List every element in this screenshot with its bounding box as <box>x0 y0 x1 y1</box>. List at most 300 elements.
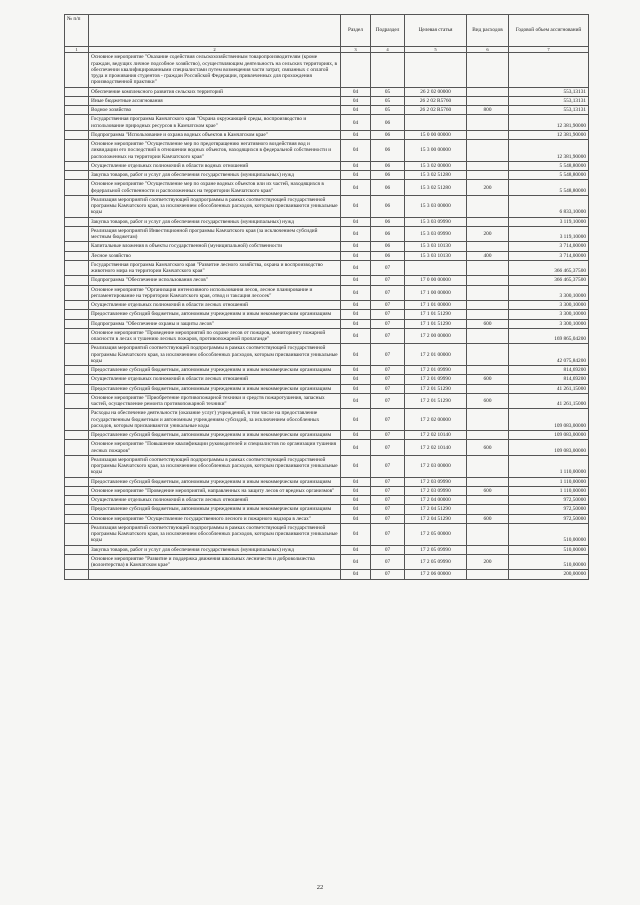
table-row <box>65 180 589 196</box>
target-article-cell: 17 2 05 09990 <box>405 545 467 554</box>
target-article-cell: 15 0 00 00000 <box>405 130 467 139</box>
col-number: 1 <box>65 47 89 53</box>
target-article-cell: 26 2 02 R5760 <box>405 106 467 115</box>
annual-amount-cell: 3 119,10000 <box>509 226 589 242</box>
target-article-cell <box>405 53 467 87</box>
expense-type-cell <box>467 285 509 301</box>
subsection-code-cell: 06 <box>371 242 405 251</box>
row-number-cell <box>65 276 89 285</box>
section-code-cell: 04 <box>341 440 371 456</box>
expense-type-cell <box>467 195 509 217</box>
target-article-cell: 17 2 03 00000 <box>405 455 467 477</box>
section-code-cell: 04 <box>341 496 371 505</box>
subsection-code-cell: 06 <box>371 171 405 180</box>
annual-amount-cell: 3 300,10000 <box>509 310 589 319</box>
row-number-cell <box>65 409 89 431</box>
expense-type-cell <box>467 523 509 545</box>
page-number: 22 <box>316 884 324 891</box>
table-body <box>65 53 589 579</box>
section-code-cell: 04 <box>341 171 371 180</box>
item-name-cell: Основное мероприятие "Развитие и поддержка движения школьных лесничеств и добровольчества (волонтерства) в Камчатском крае" <box>89 554 341 570</box>
expense-type-cell <box>467 366 509 375</box>
expense-type-cell <box>467 328 509 344</box>
subsection-code-cell: 06 <box>371 251 405 260</box>
annual-amount-cell: 169 865,04200 <box>509 328 589 344</box>
expense-type-cell <box>467 260 509 276</box>
expense-type-cell <box>467 87 509 96</box>
row-number-cell <box>65 217 89 226</box>
section-code-cell: 04 <box>341 130 371 139</box>
item-name-cell: Осуществление отдельных полномочий в области лесных отношений <box>89 496 341 505</box>
expense-type-cell <box>467 130 509 139</box>
annual-amount-cell: 1 110,00000 <box>509 455 589 477</box>
subsection-code-cell: 07 <box>371 276 405 285</box>
item-name-cell: Лесное хозяйство <box>89 251 341 260</box>
expense-type-cell <box>467 409 509 431</box>
row-number-cell <box>65 486 89 495</box>
item-name-cell: Обеспечение комплексного развития сельских территорий <box>89 87 341 96</box>
target-article-cell: 17 1 01 51290 <box>405 319 467 328</box>
item-name-cell: Предоставление субсидий бюджетным, автономным учреждениям и иным некоммерческим организациям <box>89 366 341 375</box>
target-article-cell: 17 2 04 00000 <box>405 496 467 505</box>
row-number-cell <box>65 431 89 440</box>
row-number-cell <box>65 523 89 545</box>
header-name <box>89 15 341 47</box>
annual-amount-cell: 109 083,00000 <box>509 431 589 440</box>
item-name-cell: Основное мероприятие "Оказание содействия сельскохозяйственным товаропроизводителям (кроме граждан, ведущих личное подсобное хозяйство), осуществляющим деятельность на сельских территориях, в обеспечении квалифицированными специалистами путем возмещения части затрат, связанных с оплатой труда и проживания студентов - граждан Российской Федерации, привлеченных для прохождения производственной практики" <box>89 53 341 87</box>
table-row <box>65 226 589 242</box>
expense-type-cell <box>467 505 509 514</box>
subsection-code-cell: 07 <box>371 375 405 384</box>
target-article-cell: 15 3 03 09990 <box>405 217 467 226</box>
subsection-code-cell: 05 <box>371 106 405 115</box>
row-number-cell <box>65 570 89 579</box>
subsection-code-cell: 07 <box>371 505 405 514</box>
target-article-cell: 17 1 01 00000 <box>405 301 467 310</box>
section-code-cell: 04 <box>341 285 371 301</box>
target-article-cell: 17 2 04 51290 <box>405 514 467 523</box>
col-number: 3 <box>341 47 371 53</box>
section-code-cell: 04 <box>341 393 371 409</box>
table-row <box>65 505 589 514</box>
table-row <box>65 393 589 409</box>
expense-type-cell <box>467 344 509 366</box>
table-row <box>65 440 589 456</box>
subsection-code-cell: 07 <box>371 496 405 505</box>
table-row <box>65 161 589 170</box>
item-name-cell: Предоставление субсидий бюджетным, автономным учреждениям и иным некоммерческим организациям <box>89 431 341 440</box>
expense-type-cell: 800 <box>467 106 509 115</box>
row-number-cell <box>65 180 89 196</box>
row-number-cell <box>65 242 89 251</box>
item-name-cell: Основное мероприятие "Приобретение противопожарной техники и средств пожаротушения, запасных частей, осуществление ремонта противопожарной техники" <box>89 393 341 409</box>
item-name-cell: Основное мероприятие "Проведение мероприятий, направленных на защиту лесов от вредных организмов" <box>89 486 341 495</box>
section-code-cell: 04 <box>341 477 371 486</box>
subsection-code-cell: 07 <box>371 486 405 495</box>
row-number-cell <box>65 161 89 170</box>
expense-type-cell <box>467 276 509 285</box>
table-row <box>65 87 589 96</box>
section-code-cell: 04 <box>341 310 371 319</box>
row-number-cell <box>65 96 89 105</box>
table-row <box>65 106 589 115</box>
subsection-code-cell: 07 <box>371 455 405 477</box>
header-vr: Вид расходов <box>467 15 509 47</box>
table-row <box>65 242 589 251</box>
subsection-code-cell: 06 <box>371 180 405 196</box>
subsection-code-cell: 07 <box>371 260 405 276</box>
expense-type-cell <box>467 455 509 477</box>
item-name-cell <box>89 570 341 579</box>
table-row <box>65 328 589 344</box>
row-number-cell <box>65 195 89 217</box>
row-number-cell <box>65 301 89 310</box>
subsection-code-cell: 07 <box>371 328 405 344</box>
section-code-cell: 04 <box>341 260 371 276</box>
table-row <box>65 276 589 285</box>
section-code-cell: 04 <box>341 195 371 217</box>
table-row <box>65 171 589 180</box>
table-row <box>65 310 589 319</box>
target-article-cell: 15 3 00 00000 <box>405 140 467 162</box>
item-name-cell: Подпрограмма "Обеспечение использования лесов" <box>89 276 341 285</box>
table-row <box>65 486 589 495</box>
subsection-code-cell: 07 <box>371 366 405 375</box>
table-row <box>65 260 589 276</box>
row-number-cell <box>65 171 89 180</box>
subsection-code-cell: 07 <box>371 344 405 366</box>
subsection-code-cell: 07 <box>371 523 405 545</box>
target-article-cell: 15 3 02 51280 <box>405 171 467 180</box>
table-row <box>65 455 589 477</box>
target-article-cell: 17 2 01 51290 <box>405 384 467 393</box>
annual-amount-cell: 1 110,00000 <box>509 486 589 495</box>
header-sum: Годовой объем ассигнований <box>509 15 589 47</box>
section-code-cell: 04 <box>341 251 371 260</box>
item-name-cell: Основное мероприятие "Организация интенсивного использования лесов, лесное планирование и регламентирование на территории Камчатского края, отвод и таксация лесосек" <box>89 285 341 301</box>
section-code-cell: 04 <box>341 409 371 431</box>
row-number-cell <box>65 366 89 375</box>
subsection-code-cell: 07 <box>371 310 405 319</box>
table-row <box>65 130 589 139</box>
target-article-cell: 17 0 00 00000 <box>405 276 467 285</box>
annual-amount-cell: 814,69200 <box>509 375 589 384</box>
section-code-cell: 04 <box>341 344 371 366</box>
target-article-cell: 17 2 00 00000 <box>405 328 467 344</box>
row-number-cell <box>65 440 89 456</box>
subsection-code-cell: 06 <box>371 217 405 226</box>
section-code-cell: 04 <box>341 96 371 105</box>
row-number-cell <box>65 87 89 96</box>
subsection-code-cell: 07 <box>371 285 405 301</box>
table-row <box>65 514 589 523</box>
section-code-cell: 04 <box>341 384 371 393</box>
annual-amount-cell: 510,00000 <box>509 523 589 545</box>
expense-type-cell <box>467 570 509 579</box>
item-name-cell: Основное мероприятие "Повышение квалификации руководителей и специалистов по организации тушения лесных пожаров" <box>89 440 341 456</box>
section-code-cell: 04 <box>341 276 371 285</box>
col-number: 5 <box>405 47 467 53</box>
section-code-cell: 04 <box>341 431 371 440</box>
target-article-cell: 15 3 02 51280 <box>405 180 467 196</box>
table-row <box>65 53 589 87</box>
table-row <box>65 285 589 301</box>
item-name-cell: Основное мероприятие "Осуществление государственного лесного и пожарного надзора в лесах" <box>89 514 341 523</box>
annual-amount-cell: 3 300,10000 <box>509 319 589 328</box>
annual-amount-cell: 12 381,90000 <box>509 115 589 131</box>
row-number-cell <box>65 477 89 486</box>
section-code-cell: 04 <box>341 106 371 115</box>
subsection-code-cell: 06 <box>371 161 405 170</box>
item-name-cell: Осуществление отдельных полномочий в области лесных отношений <box>89 301 341 310</box>
section-code-cell: 04 <box>341 301 371 310</box>
item-name-cell: Предоставление субсидий бюджетным, автономным учреждениям и иным некоммерческим организациям <box>89 477 341 486</box>
annual-amount-cell <box>509 53 589 87</box>
table-row <box>65 554 589 570</box>
section-code-cell: 04 <box>341 523 371 545</box>
item-name-cell: Подпрограмма "Обеспечение охраны и защиты лесов" <box>89 319 341 328</box>
subsection-code-cell: 06 <box>371 140 405 162</box>
expense-type-cell <box>467 242 509 251</box>
section-code-cell: 04 <box>341 505 371 514</box>
row-number-cell <box>65 115 89 131</box>
annual-amount-cell: 814,69200 <box>509 366 589 375</box>
expense-type-cell <box>467 96 509 105</box>
annual-amount-cell: 41 261,15000 <box>509 393 589 409</box>
target-article-cell: 15 3 02 00000 <box>405 161 467 170</box>
expense-type-cell: 600 <box>467 375 509 384</box>
subsection-code-cell: 06 <box>371 130 405 139</box>
subsection-code-cell: 06 <box>371 195 405 217</box>
target-article-cell: 17 2 04 51290 <box>405 505 467 514</box>
table-row <box>65 251 589 260</box>
annual-amount-cell: 5 548,80000 <box>509 180 589 196</box>
target-article-cell <box>405 115 467 131</box>
col-number: 6 <box>467 47 509 53</box>
subsection-code-cell: 07 <box>371 393 405 409</box>
target-article-cell: 17 2 03 09990 <box>405 486 467 495</box>
row-number-cell <box>65 130 89 139</box>
item-name-cell: Государственная программа Камчатского края "Охрана окружающей среды, воспроизводство и использование природных ресурсов в Камчатском крае" <box>89 115 341 131</box>
subsection-code-cell: 07 <box>371 554 405 570</box>
expense-type-cell <box>467 496 509 505</box>
item-name-cell: Основное мероприятие "Осуществление мер по охране водных объектов или их частей, находящихся в федеральной собственности и расположенных на территории Камчатского края" <box>89 180 341 196</box>
annual-amount-cell: 3 300,10000 <box>509 285 589 301</box>
target-article-cell: 17 2 02 00000 <box>405 409 467 431</box>
target-article-cell: 17 2 05 00000 <box>405 523 467 545</box>
expense-type-cell: 200 <box>467 226 509 242</box>
target-article-cell: 15 3 03 09990 <box>405 226 467 242</box>
section-code-cell: 04 <box>341 161 371 170</box>
subsection-code-cell: 05 <box>371 87 405 96</box>
item-name-cell: Расходы на обеспечение деятельности (оказание услуг) учреждений, в том числе на предоставление государственным бюджетным и автономным учреждениям субсидий, за исключением обособленных расходов, которым присваиваются уникальные коды <box>89 409 341 431</box>
section-code-cell: 04 <box>341 87 371 96</box>
target-article-cell: 17 2 02 10140 <box>405 440 467 456</box>
section-code-cell: 04 <box>341 140 371 162</box>
expense-type-cell: 400 <box>467 251 509 260</box>
annual-amount-cell: 972,50000 <box>509 505 589 514</box>
table-row <box>65 570 589 579</box>
expense-type-cell <box>467 171 509 180</box>
target-article-cell: 17 1 01 51290 <box>405 310 467 319</box>
section-code-cell: 04 <box>341 486 371 495</box>
row-number-cell <box>65 106 89 115</box>
annual-amount-cell: 3 714,00000 <box>509 251 589 260</box>
table-row <box>65 140 589 162</box>
item-name-cell: Основное мероприятие "Осуществление мер по предотвращению негативного воздействия вод и ликвидации его последствий в отношении водных объектов, находящихся в федеральной собственности и расположенных на территории Камчатского края" <box>89 140 341 162</box>
item-name-cell: Основное мероприятие "Проведение мероприятий по охране лесов от пожаров, мониторингу пожарной опасности в лесах и тушению лесных пожаров, противопожарной пропаганде" <box>89 328 341 344</box>
item-name-cell: Водное хозяйство <box>89 106 341 115</box>
row-number-cell <box>65 554 89 570</box>
table-row <box>65 301 589 310</box>
row-number-cell <box>65 505 89 514</box>
section-code-cell: 04 <box>341 554 371 570</box>
header-razdel: Раздел <box>341 15 371 47</box>
table-row <box>65 344 589 366</box>
annual-amount-cell: 41 261,15000 <box>509 384 589 393</box>
subsection-code-cell: 07 <box>371 514 405 523</box>
target-article-cell: 17 2 03 09990 <box>405 477 467 486</box>
expense-type-cell <box>467 140 509 162</box>
section-code-cell <box>341 53 371 87</box>
expense-type-cell <box>467 217 509 226</box>
table-row <box>65 384 589 393</box>
row-number-cell <box>65 285 89 301</box>
annual-amount-cell: 200,00000 <box>509 570 589 579</box>
annual-amount-cell: 972,50000 <box>509 496 589 505</box>
target-article-cell: 15 3 03 10130 <box>405 251 467 260</box>
subsection-code-cell: 06 <box>371 115 405 131</box>
target-article-cell <box>405 260 467 276</box>
table-row <box>65 545 589 554</box>
row-number-cell <box>65 344 89 366</box>
section-code-cell: 04 <box>341 319 371 328</box>
table-row <box>65 431 589 440</box>
header-num: № п/п <box>65 15 89 47</box>
expense-type-cell <box>467 301 509 310</box>
annual-amount-cell: 3 714,00000 <box>509 242 589 251</box>
row-number-cell <box>65 393 89 409</box>
target-article-cell: 26 2 02 00000 <box>405 87 467 96</box>
target-article-cell: 15 3 03 10130 <box>405 242 467 251</box>
annual-amount-cell: 366 465,37500 <box>509 276 589 285</box>
expense-type-cell: 200 <box>467 180 509 196</box>
item-name-cell: Предоставление субсидий бюджетным, автономным учреждениям и иным некоммерческим организациям <box>89 505 341 514</box>
expense-type-cell <box>467 53 509 87</box>
expense-type-cell <box>467 545 509 554</box>
target-article-cell: 17 2 05 09990 <box>405 554 467 570</box>
row-number-cell <box>65 384 89 393</box>
table-row <box>65 409 589 431</box>
row-number-cell <box>65 226 89 242</box>
row-number-cell <box>65 251 89 260</box>
annual-amount-cell: 1 110,00000 <box>509 477 589 486</box>
section-code-cell: 04 <box>341 455 371 477</box>
expense-type-cell: 200 <box>467 554 509 570</box>
col-number: 2 <box>89 47 341 53</box>
annual-amount-cell: 972,50000 <box>509 514 589 523</box>
expense-type-cell: 600 <box>467 319 509 328</box>
section-code-cell: 04 <box>341 328 371 344</box>
annual-amount-cell: 5 548,80000 <box>509 161 589 170</box>
subsection-code-cell: 07 <box>371 545 405 554</box>
header-csr: Целевая статья <box>405 15 467 47</box>
annual-amount-cell: 6 833,10000 <box>509 195 589 217</box>
annual-amount-cell: 510,00000 <box>509 554 589 570</box>
budget-table <box>64 14 589 580</box>
target-article-cell: 17 2 06 00000 <box>405 570 467 579</box>
table-row <box>65 115 589 131</box>
expense-type-cell: 600 <box>467 440 509 456</box>
subsection-code-cell: 07 <box>371 319 405 328</box>
section-code-cell: 04 <box>341 570 371 579</box>
row-number-cell <box>65 375 89 384</box>
annual-amount-cell: 5 548,80000 <box>509 171 589 180</box>
target-article-cell: 17 2 02 10140 <box>405 431 467 440</box>
table-row <box>65 496 589 505</box>
annual-amount-cell: 12 381,90000 <box>509 130 589 139</box>
subsection-code-cell: 07 <box>371 570 405 579</box>
annual-amount-cell: 553,13131 <box>509 87 589 96</box>
section-code-cell: 04 <box>341 242 371 251</box>
item-name-cell: Закупка товаров, работ и услуг для обеспечения государственных (муниципальных) нужд <box>89 217 341 226</box>
row-number-cell <box>65 319 89 328</box>
item-name-cell: Закупка товаров, работ и услуг для обеспечения государственных (муниципальных) нужд <box>89 545 341 554</box>
item-name-cell: Иные бюджетные ассигнования <box>89 96 341 105</box>
subsection-code-cell: 07 <box>371 431 405 440</box>
subsection-code-cell: 07 <box>371 384 405 393</box>
expense-type-cell: 600 <box>467 393 509 409</box>
item-name-cell: Закупка товаров, работ и услуг для обеспечения государственных (муниципальных) нужд <box>89 171 341 180</box>
expense-type-cell: 600 <box>467 514 509 523</box>
item-name-cell: Предоставление субсидий бюджетным, автономным учреждениям и иным некоммерческим организациям <box>89 310 341 319</box>
table-header-row <box>65 15 589 47</box>
target-article-cell: 17 2 01 09990 <box>405 375 467 384</box>
section-code-cell: 04 <box>341 375 371 384</box>
expense-type-cell: 600 <box>467 486 509 495</box>
table-row <box>65 319 589 328</box>
subsection-code-cell: 06 <box>371 226 405 242</box>
annual-amount-cell: 3 300,10000 <box>509 301 589 310</box>
subsection-code-cell: 07 <box>371 409 405 431</box>
section-code-cell: 04 <box>341 217 371 226</box>
expense-type-cell <box>467 477 509 486</box>
row-number-cell <box>65 545 89 554</box>
item-name-cell: Осуществление отдельных полномочий в области лесных отношений <box>89 375 341 384</box>
table-row <box>65 366 589 375</box>
item-name-cell: Реализация мероприятий Инвестиционной программы Камчатского края (за исключением субсидий местным бюджетам) <box>89 226 341 242</box>
header-podrazdel: Подраздел <box>371 15 405 47</box>
section-code-cell: 04 <box>341 115 371 131</box>
row-number-cell <box>65 140 89 162</box>
target-article-cell: 17 2 01 09990 <box>405 366 467 375</box>
section-code-cell: 04 <box>341 226 371 242</box>
expense-type-cell <box>467 431 509 440</box>
target-article-cell: 17 2 01 51290 <box>405 393 467 409</box>
expense-type-cell <box>467 384 509 393</box>
section-code-cell: 04 <box>341 545 371 554</box>
table-row <box>65 96 589 105</box>
table-row <box>65 195 589 217</box>
table-row <box>65 375 589 384</box>
annual-amount-cell: 553,13131 <box>509 106 589 115</box>
subsection-code-cell: 05 <box>371 96 405 105</box>
table-row <box>65 523 589 545</box>
annual-amount-cell: 553,13131 <box>509 96 589 105</box>
item-name-cell: Осуществление отдельных полномочий в области водных отношений <box>89 161 341 170</box>
item-name-cell: Капитальные вложения в объекты государственной (муниципальной) собственности <box>89 242 341 251</box>
col-number: 4 <box>371 47 405 53</box>
